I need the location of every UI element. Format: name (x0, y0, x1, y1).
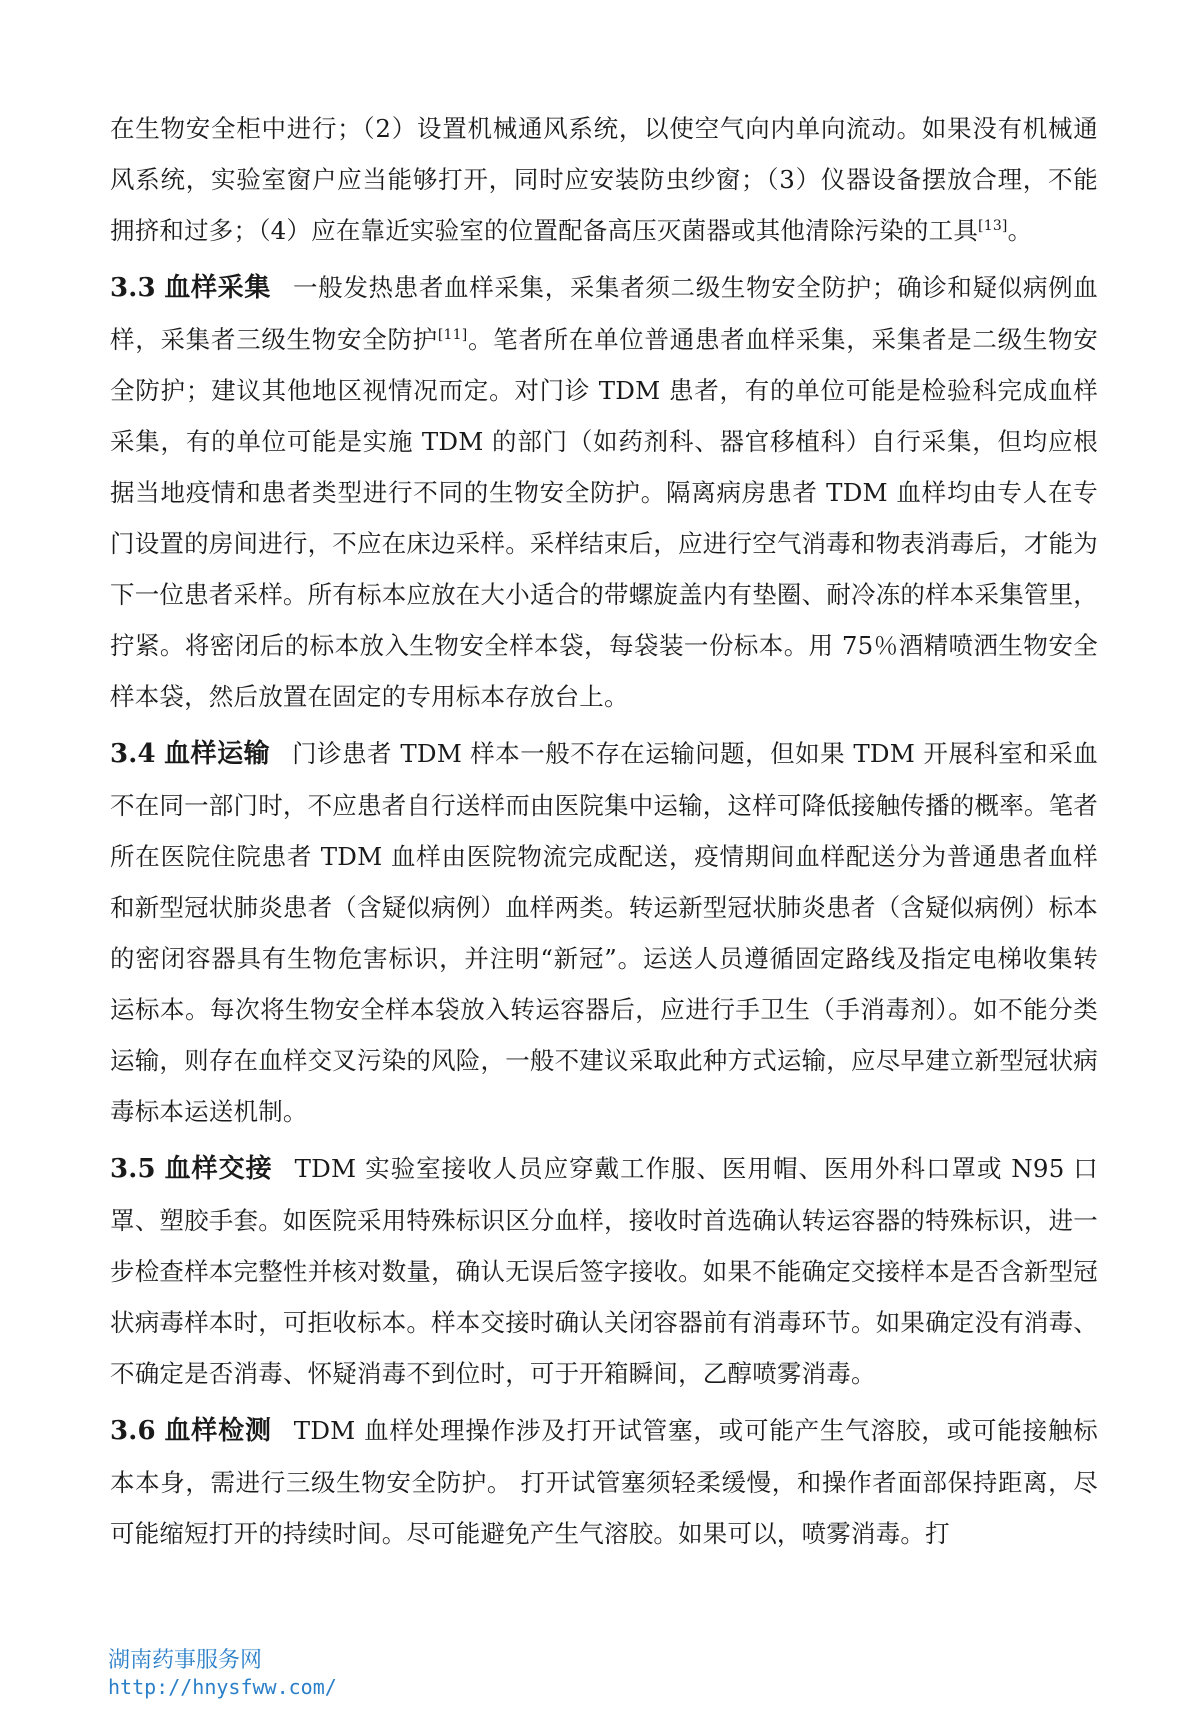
section-text: 一般发热患者血样采集，采集者须二级生物安全防护；确诊和疑似病例血样，采集者三级生物安全防护 (110, 273, 1098, 354)
site-watermark (108, 1648, 337, 1700)
section-text-cont: 。笔者所在单位普通患者血样采集，采集者是二级生物安全防护；建议其他地区视情况而定。对门诊 TDM 患者，有的单位可能是检验科完成血样采集，有的单位可能是实施 TDM 的部门（如药剂科、器官移植科）自行采集，但均应根据当地疫情和患者类型进行不同的生物安全防护。隔离病房患者 TDM 血样均由专人在专门设置的房间进行，不应在床边采样。采样结束后，应进行空气消毒和物表消毒后，才能为下一位患者采样。所有标本应放在大小适合的带螺旋盖内有垫圈、耐冷冻的样本采集管里，拧紧。将密闭后的标本放入生物安全样本袋，每袋装一份标本。用 75％酒精喷洒生物安全样本袋，然后放置在固定的专用标本存放台上。 (110, 325, 1098, 711)
site-url: http://hnysfww.com/ (108, 1675, 337, 1699)
intro-paragraph (110, 103, 1098, 256)
section-3-3 (110, 262, 1098, 722)
section-number: 3.6 (110, 1416, 156, 1446)
section-text: TDM 血样处理操作涉及打开试管塞，或可能产生气溶胶，或可能接触标本本身，需进行三级生物安全防护。 打开试管塞须轻柔缓慢，和操作者面部保持距离，尽可能缩短打开的持续时间。尽可能避免产生气溶胶。如果可以，喷雾消毒。打 (110, 1416, 1098, 1548)
section-number: 3.4 (110, 739, 156, 769)
citation-11: [11] (437, 326, 468, 343)
section-title: 血样检测 (164, 1416, 272, 1446)
citation-13: [13] (978, 217, 1008, 234)
section-title: 血样运输 (164, 739, 271, 769)
section-text: TDM 实验室接收人员应穿戴工作服、医用帽、医用外科口罩或 N95 口罩、塑胶手套。如医院采用特殊标识区分血样，接收时首选确认转运容器的特殊标识，进一步检查样本完整性并核对数量，确认无误后签字接收。如果不能确定交接样本是否含新型冠状病毒样本时，可拒收标本。样本交接时确认关闭容器前有消毒环节。如果确定没有消毒、不确定是否消毒、怀疑消毒不到位时，可于开箱瞬间，乙醇喷雾消毒。 (110, 1154, 1098, 1388)
section-number: 3.5 (110, 1154, 156, 1184)
intro-tail: 。 (1007, 216, 1033, 245)
site-name: 湖南药事服务网 (108, 1648, 263, 1673)
section-3-5 (110, 1143, 1098, 1399)
document-body (110, 103, 1098, 1565)
section-text: 门诊患者 TDM 样本一般不存在运输问题，但如果 TDM 开展科室和采血不在同一部门时，不应患者自行送样而由医院集中运输，这样可降低接触传播的概率。笔者所在医院住院患者 TDM 血样由医院物流完成配送，疫情期间血样配送分为普通患者血样和新型冠状肺炎患者（含疑似病例）血样两类。转运新型冠状肺炎患者（含疑似病例）标本的密闭容器具有生物危害标识，并注明“新冠”。运送人员遵循固定路线及指定电梯收集转运标本。每次将生物安全样本袋放入转运容器后，应进行手卫生（手消毒剂）。如不能分类运输，则存在血样交叉污染的风险，一般不建议采取此种方式运输，应尽早建立新型冠状病毒标本运送机制。 (110, 739, 1098, 1126)
section-3-4 (110, 728, 1098, 1137)
intro-text: 在生物安全柜中进行；（2）设置机械通风系统，以使空气向内单向流动。如果没有机械通风系统，实验室窗户应当能够打开，同时应安装防虫纱窗；（3）仪器设备摆放合理，不能拥挤和过多；（4）应在靠近实验室的位置配备高压灭菌器或其他清除污染的工具 (110, 114, 1098, 245)
section-title: 血样交接 (164, 1154, 273, 1184)
section-3-6 (110, 1405, 1098, 1559)
section-number: 3.3 (110, 273, 156, 303)
section-title: 血样采集 (164, 273, 271, 303)
